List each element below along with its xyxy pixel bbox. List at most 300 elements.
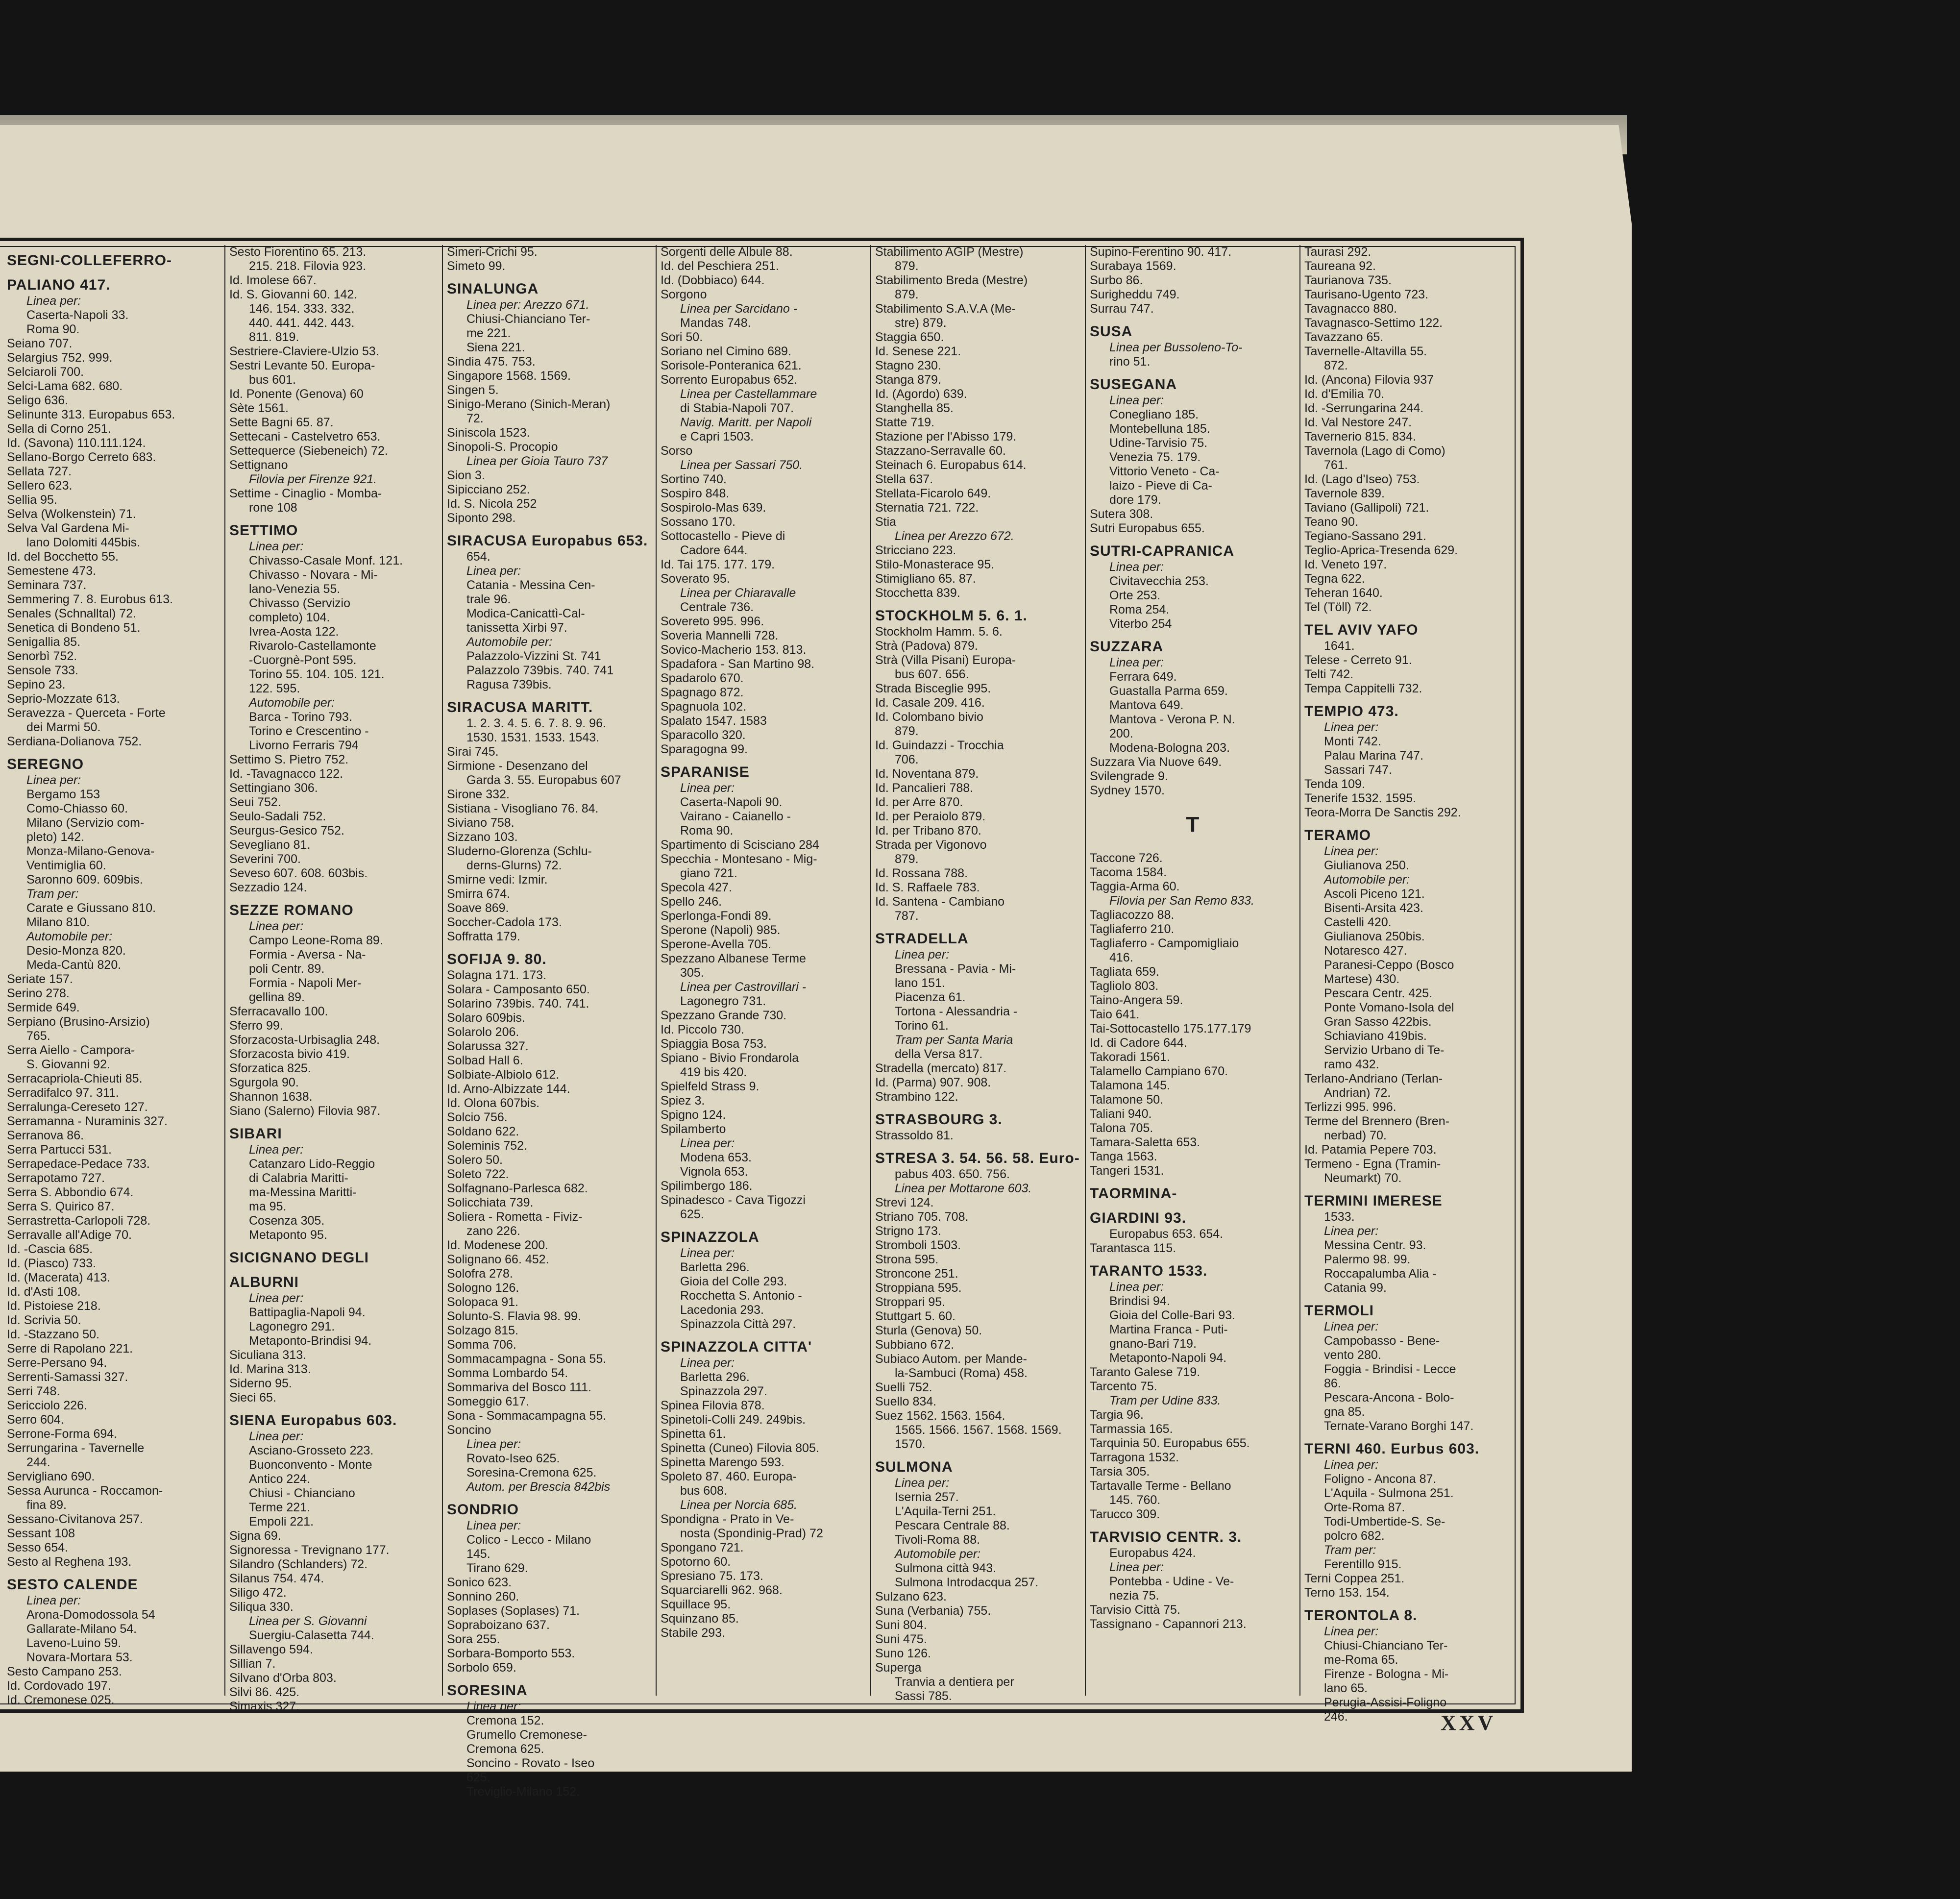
station-entry: Tarantasca 115. <box>1090 1241 1176 1255</box>
route-entry: Linea per: <box>249 1291 304 1305</box>
route-entry: 761. <box>1324 458 1348 472</box>
station-entry: Stockholm Hamm. 5. 6. <box>875 625 1003 639</box>
route-entry: me 221. <box>466 326 511 340</box>
route-entry: Automobile per: <box>895 1547 981 1561</box>
route-entry: Caserta-Napoli 33. <box>26 308 129 322</box>
station-heading: SETTIMO <box>229 522 298 539</box>
route-entry: Autom. per Brescia 842bis <box>466 1480 611 1494</box>
route-entry: Soresina-Cremona 625. <box>466 1466 597 1480</box>
route-entry: Chiusi-Chianciano Ter- <box>466 312 590 326</box>
page-number: XXV <box>1441 1711 1496 1735</box>
route-entry: Giulianova 250bis. <box>1324 930 1425 943</box>
station-entry: Stabile 293. <box>661 1626 726 1640</box>
station-entry: Sirmione - Desenzano del <box>447 759 588 773</box>
station-entry: Stabilimento S.A.V.A (Me- <box>875 302 1016 316</box>
station-entry: Sorrento Europabus 652. <box>661 373 798 387</box>
route-entry: Sassari 747. <box>1324 763 1392 777</box>
station-entry: Tavagnacco 880. <box>1304 302 1397 316</box>
station-entry: Stella 637. <box>875 472 933 486</box>
station-entry: Sella di Corno 251. <box>7 422 111 436</box>
route-entry: ramo 432. <box>1324 1058 1379 1071</box>
station-entry: Id. (Macerata) 413. <box>7 1271 111 1284</box>
route-entry: 879. <box>895 852 919 866</box>
route-entry: Notaresco 427. <box>1324 944 1407 958</box>
station-entry: Tartavalle Terme - Bellano <box>1090 1479 1231 1493</box>
route-entry: Linea per: <box>249 1430 304 1443</box>
station-entry: Id. Ponente (Genova) 60 <box>229 387 364 401</box>
section-letter: T <box>1186 813 1200 837</box>
station-entry: Id. Guindazzi - Trocchia <box>875 739 1004 752</box>
route-entry: Linea per Norcia 685. <box>680 1498 798 1512</box>
station-entry: Spiez 3. <box>661 1094 705 1108</box>
station-entry: Sesso 654. <box>7 1541 69 1554</box>
station-entry: Silvi 86. 425. <box>229 1685 300 1699</box>
station-entry: Sorgono <box>661 288 707 301</box>
station-heading: SIBARI <box>229 1126 282 1142</box>
station-entry: Sulzano 623. <box>875 1590 947 1603</box>
route-entry: lano 65. <box>1324 1681 1368 1695</box>
route-entry: fina 89. <box>26 1498 67 1512</box>
route-entry: Linea per: <box>26 294 81 308</box>
station-entry: Spiaggia Bosa 753. <box>661 1037 767 1051</box>
route-entry: Torino 55. 104. 105. 121. <box>249 667 385 681</box>
route-entry: trale 96. <box>466 592 511 606</box>
station-entry: Semmering 7. 8. Eurobus 613. <box>7 592 173 606</box>
route-entry: Catania - Messina Cen- <box>466 578 595 592</box>
route-entry: Viterbo 254 <box>1109 617 1172 631</box>
station-entry: Solignano 66. 452. <box>447 1253 549 1266</box>
station-entry: Solbad Hall 6. <box>447 1054 523 1067</box>
station-entry: Sopraboizano 637. <box>447 1618 550 1632</box>
station-entry: Selargius 752. 999. <box>7 351 113 365</box>
station-entry: Siliqua 330. <box>229 1600 294 1614</box>
route-entry: 145. <box>466 1547 490 1561</box>
station-entry: Stanghella 85. <box>875 401 954 415</box>
station-entry: Id. Arno-Albizzate 144. <box>447 1082 570 1096</box>
station-entry: Solofra 278. <box>447 1267 513 1281</box>
route-entry: 879. <box>895 288 919 301</box>
station-entry: Spinetta Marengo 593. <box>661 1455 784 1469</box>
route-entry: Roma 254. <box>1109 603 1170 617</box>
route-entry: Modena-Bologna 203. <box>1109 741 1230 755</box>
route-entry: Linea per: <box>1109 1280 1164 1294</box>
station-entry: Supino-Ferentino 90. 417. <box>1090 245 1232 259</box>
station-entry: Taurasi 292. <box>1304 245 1372 259</box>
route-entry: Linea per: <box>1324 1224 1379 1238</box>
route-entry: di Stabia-Napoli 707. <box>680 401 794 415</box>
station-entry: Shannon 1638. <box>229 1090 313 1104</box>
station-entry: Sovico-Macherio 153. 813. <box>661 643 807 657</box>
route-entry: Montebelluna 185. <box>1109 422 1210 436</box>
station-entry: Terme del Brennero (Bren- <box>1304 1114 1449 1128</box>
route-entry: dei Marmi 50. <box>26 720 101 734</box>
station-entry: Strada per Vigonovo <box>875 838 987 852</box>
station-entry: Id. per Peraiolo 879. <box>875 810 986 823</box>
station-entry: Sforzacosta-Urbisaglia 248. <box>229 1033 380 1047</box>
station-heading: SIRACUSA Europabus 653. <box>447 533 648 549</box>
station-entry: Id. (Lago d'Iseo) 753. <box>1304 472 1420 486</box>
station-entry: Sluderno-Glorenza (Schlu- <box>447 844 592 858</box>
station-entry: Teheran 1640. <box>1304 586 1383 600</box>
route-entry: Linea per Arezzo 672. <box>895 529 1014 543</box>
route-entry: Linea per: <box>1109 560 1164 574</box>
route-entry: Orte 253. <box>1109 589 1161 602</box>
station-entry: Tavernole 839. <box>1304 487 1385 500</box>
station-entry: Stazione per l'Abisso 179. <box>875 430 1017 444</box>
station-entry: Tarucco 309. <box>1090 1507 1160 1521</box>
route-entry: Automobile per: <box>249 696 335 710</box>
station-heading: TEMPIO 473. <box>1304 703 1399 719</box>
station-entry: Termeno - Egna (Tramin- <box>1304 1157 1441 1171</box>
route-entry: Messina Centr. 93. <box>1324 1238 1426 1252</box>
station-entry: Id. Rossana 788. <box>875 866 968 880</box>
route-entry: Tivoli-Roma 88. <box>895 1533 980 1547</box>
route-entry: 440. 441. 442. 443. <box>249 316 355 330</box>
station-entry: Statte 719. <box>875 416 934 429</box>
station-entry: Id. Marina 313. <box>229 1362 311 1376</box>
route-entry: gnano-Bari 719. <box>1109 1337 1197 1351</box>
station-entry: Stimigliano 65. 87. <box>875 572 976 586</box>
route-entry: Linea per: <box>1324 1625 1379 1638</box>
route-entry: Centrale 736. <box>680 600 754 614</box>
station-entry: Silandro (Schlanders) 72. <box>229 1557 368 1571</box>
route-entry: Tram per: <box>26 887 79 901</box>
station-entry: Sonnino 260. <box>447 1590 519 1603</box>
station-entry: Id. -Stazzano 50. <box>7 1328 100 1341</box>
station-entry: Sologno 126. <box>447 1281 519 1295</box>
station-entry: Id. di Cadore 644. <box>1090 1036 1187 1050</box>
route-entry: 625. <box>466 1771 490 1784</box>
station-entry: Spotorno 60. <box>661 1555 731 1569</box>
station-entry: Soave 869. <box>447 901 509 915</box>
index-column-5 <box>872 245 1084 1703</box>
route-entry: Battipaglia-Napoli 94. <box>249 1306 366 1319</box>
station-entry: Servigliano 690. <box>7 1470 95 1483</box>
station-entry: Solcio 756. <box>447 1110 508 1124</box>
station-entry: Tagliata 659. <box>1090 965 1159 979</box>
route-entry: Linea per: <box>466 1519 521 1532</box>
station-entry: Smirne vedi: Izmir. <box>447 873 548 887</box>
route-entry: Gioia del Colle-Bari 93. <box>1109 1308 1236 1322</box>
route-entry: Arona-Domodossola 54 <box>26 1608 155 1622</box>
station-entry: Tegiano-Sassano 291. <box>1304 529 1426 543</box>
station-entry: Serramanna - Nuraminis 327. <box>7 1114 168 1128</box>
route-entry: Cremona 152. <box>466 1714 544 1727</box>
station-entry: Stellata-Ficarolo 649. <box>875 487 991 500</box>
station-heading: SOFIJA 9. 80. <box>447 951 547 967</box>
station-entry: Sellero 623. <box>7 479 73 493</box>
route-entry: Desio-Monza 820. <box>26 944 126 958</box>
station-entry: Tai-Sottocastello 175.177.179 <box>1090 1022 1251 1036</box>
station-entry: Strambino 122. <box>875 1090 958 1104</box>
route-entry: Filovia per Firenze 921. <box>249 472 377 486</box>
station-entry: Surabaya 1569. <box>1090 259 1176 273</box>
station-entry: Somma Lombardo 54. <box>447 1366 568 1380</box>
route-entry: Palazzolo-Vizzini St. 741 <box>466 649 601 663</box>
station-heading: SONDRIO <box>447 1502 519 1518</box>
station-entry: Sommariva del Bosco 111. <box>447 1381 592 1394</box>
station-entry: Tel (Töll) 72. <box>1304 600 1372 614</box>
route-entry: Monza-Milano-Genova- <box>26 844 155 858</box>
route-entry: Cosenza 305. <box>249 1214 325 1228</box>
route-entry: Piacenza 61. <box>895 990 966 1004</box>
station-entry: Senorbì 752. <box>7 649 77 663</box>
station-entry: Sossano 170. <box>661 515 735 529</box>
station-entry: Serra S. Quirico 87. <box>7 1200 115 1213</box>
station-entry: Solbiate-Albiolo 612. <box>447 1068 560 1082</box>
column-divider <box>224 245 225 1696</box>
route-entry: L'Aquila - Sulmona 251. <box>1324 1486 1454 1500</box>
station-entry: Spalato 1547. 1583 <box>661 714 767 728</box>
station-entry: Taino-Angera 59. <box>1090 993 1183 1007</box>
station-heading: SORESINA <box>447 1682 528 1699</box>
station-entry: Seprio-Mozzate 613. <box>7 692 120 706</box>
route-entry: Lagonegro 291. <box>249 1320 335 1333</box>
route-entry: Vittorio Veneto - Ca- <box>1109 465 1220 478</box>
route-entry: 1641. <box>1324 639 1355 653</box>
station-entry: Tamara-Saletta 653. <box>1090 1135 1200 1149</box>
station-entry: Suelli 752. <box>875 1381 932 1394</box>
route-entry: Spinazzola Città 297. <box>680 1317 796 1331</box>
route-entry: 86. <box>1324 1377 1341 1390</box>
station-entry: Taureana 92. <box>1304 259 1376 273</box>
station-entry: Senales (Schnalltal) 72. <box>7 607 137 620</box>
route-entry: Caserta-Napoli 90. <box>680 795 783 809</box>
station-heading: GIARDINI 93. <box>1090 1210 1187 1226</box>
station-entry: Seligo 636. <box>7 394 69 407</box>
station-entry: Seurgus-Gesico 752. <box>229 824 344 838</box>
column-divider <box>442 245 443 1696</box>
route-entry: zano 226. <box>466 1224 520 1238</box>
station-entry: Strevi 124. <box>875 1196 934 1209</box>
route-entry: Metaponto-Napoli 94. <box>1109 1351 1227 1365</box>
station-entry: Seminara 737. <box>7 578 87 592</box>
route-entry: 1565. 1566. 1567. 1568. 1569. <box>895 1423 1062 1437</box>
station-entry: Selciaroli 700. <box>7 365 84 379</box>
route-entry: laizo - Pieve di Ca- <box>1109 479 1212 493</box>
station-entry: Solunto-S. Flavia 98. 99. <box>447 1309 581 1323</box>
station-entry: Takoradi 1561. <box>1090 1050 1171 1064</box>
station-entry: Surigheddu 749. <box>1090 288 1180 301</box>
station-entry: Suno 126. <box>875 1647 931 1660</box>
station-entry: Soldano 622. <box>447 1125 519 1138</box>
station-entry: Sorbara-Bomporto 553. <box>447 1647 575 1660</box>
route-entry: Cadore 644. <box>680 543 748 557</box>
station-entry: Spagnuola 102. <box>661 700 747 714</box>
station-entry: Sternatia 721. 722. <box>875 501 979 515</box>
station-entry: Siculiana 313. <box>229 1348 307 1362</box>
station-entry: Sonico 623. <box>447 1576 512 1589</box>
station-entry: Simeto 99. <box>447 259 506 273</box>
station-entry: Terni Coppea 251. <box>1304 1572 1405 1585</box>
station-entry: Taurisano-Ugento 723. <box>1304 288 1428 301</box>
station-entry: Stocchetta 839. <box>875 586 960 600</box>
station-entry: Soriano nel Cimino 689. <box>661 345 791 358</box>
station-entry: Sorgenti delle Albule 88. <box>661 245 793 259</box>
route-entry: Foligno - Ancona 87. <box>1324 1472 1437 1486</box>
station-entry: Steinach 6. Europabus 614. <box>875 458 1027 472</box>
station-entry: Sovereto 995. 996. <box>661 615 764 628</box>
route-entry: Tram per Santa Maria <box>895 1033 1013 1047</box>
station-entry: Suni 475. <box>875 1632 927 1646</box>
station-entry: Taio 641. <box>1090 1008 1140 1021</box>
station-entry: Sillavengo 594. <box>229 1643 313 1656</box>
station-entry: Tempa Cappitelli 732. <box>1304 682 1422 695</box>
station-entry: Id. (Piasco) 733. <box>7 1257 97 1270</box>
route-entry: Linea per: <box>249 919 304 933</box>
route-entry: Ventimiglia 60. <box>26 859 106 872</box>
route-entry: Isernia 257. <box>895 1490 959 1504</box>
station-heading: TERONTOLA 8. <box>1304 1607 1418 1624</box>
station-entry: Serino 278. <box>7 986 70 1000</box>
station-entry: Sottocastello - Pieve di <box>661 529 785 543</box>
route-entry: Tram per Udine 833. <box>1109 1394 1221 1407</box>
station-entry: Sparacollo 320. <box>661 728 746 742</box>
route-entry: pleto) 142. <box>26 830 85 844</box>
route-entry: bus 601. <box>249 373 296 387</box>
route-entry: Tranvia a dentiera per <box>895 1675 1014 1689</box>
station-entry: Spezzano Grande 730. <box>661 1009 787 1022</box>
route-entry: Linea per: <box>1109 394 1164 407</box>
station-heading: SPINAZZOLA CITTA' <box>661 1339 812 1355</box>
station-heading: SEGNI-COLLEFERRO- <box>7 252 172 269</box>
route-entry: nerbad) 70. <box>1324 1129 1387 1142</box>
station-entry: Id. (Agordo) 639. <box>875 387 967 401</box>
station-entry: Sistiana - Visogliano 76. 84. <box>447 802 599 815</box>
station-entry: Sutri Europabus 655. <box>1090 521 1205 535</box>
station-entry: Serrungarina - Tavernelle <box>7 1441 145 1455</box>
route-entry: gna 85. <box>1324 1405 1365 1419</box>
route-entry: Linea per Chiaravalle <box>680 586 796 600</box>
station-entry: Id. d'Emilia 70. <box>1304 387 1385 401</box>
station-entry: Id. del Bocchetto 55. <box>7 550 119 564</box>
route-entry: Monti 742. <box>1324 735 1381 748</box>
route-entry: Cremona 625. <box>466 1742 544 1756</box>
station-entry: Sesto Campano 253. <box>7 1665 122 1678</box>
station-entry: Stradella (mercato) 817. <box>875 1061 1007 1075</box>
route-entry: Chiusi - Chianciano <box>249 1486 355 1500</box>
station-heading: TARVISIO CENTR. 3. <box>1090 1529 1242 1545</box>
route-entry: 1533. <box>1324 1210 1355 1224</box>
station-heading: SIRACUSA MARITT. <box>447 699 593 715</box>
station-entry: Id. Veneto 197. <box>1304 558 1387 571</box>
station-entry: Sperone-Avella 705. <box>661 937 772 951</box>
station-entry: Soccher-Cadola 173. <box>447 915 562 929</box>
station-entry: Id. Tai 175. 177. 179. <box>661 558 775 571</box>
station-entry: Id. d'Asti 108. <box>7 1285 81 1299</box>
route-entry: poli Centr. 89. <box>249 962 325 976</box>
station-entry: Stroppiana 595. <box>875 1281 962 1295</box>
station-entry: Id. Olona 607bis. <box>447 1096 540 1110</box>
station-entry: Tagliolo 803. <box>1090 979 1159 993</box>
station-entry: Siviano 758. <box>447 816 514 830</box>
station-entry: Tarmassia 165. <box>1090 1422 1173 1436</box>
station-entry: Sparagogna 99. <box>661 742 748 756</box>
station-entry: Id. per Tribano 870. <box>875 824 981 838</box>
route-entry: Chivasso (Servizio <box>249 596 351 610</box>
route-entry: vento 280. <box>1324 1348 1381 1362</box>
station-entry: Id. (Parma) 907. 908. <box>875 1076 991 1089</box>
route-entry: Novara-Mortara 53. <box>26 1651 133 1664</box>
station-heading: SINALUNGA <box>447 281 539 297</box>
route-entry: Linea per: <box>680 1246 735 1260</box>
station-entry: Stroppari 95. <box>875 1295 946 1309</box>
station-entry: Specola 427. <box>661 881 732 894</box>
station-entry: Sesto al Reghena 193. <box>7 1555 132 1569</box>
station-entry: Sgurgola 90. <box>229 1076 299 1089</box>
station-entry: Sericciolo 226. <box>7 1399 87 1412</box>
station-entry: Stia <box>875 515 897 529</box>
route-entry: Barletta 296. <box>680 1370 750 1384</box>
station-entry: Sirone 332. <box>447 788 510 801</box>
route-entry: Martina Franca - Puti- <box>1109 1323 1228 1336</box>
station-entry: Spigno 124. <box>661 1108 726 1122</box>
route-entry: Servizio Urbano di Te- <box>1324 1043 1445 1057</box>
route-entry: Buonconvento - Monte <box>249 1458 372 1472</box>
index-column-4 <box>658 245 869 1696</box>
station-entry: Spezzano Albanese Terme <box>661 952 806 965</box>
station-entry: Sezzadio 124. <box>229 881 307 894</box>
route-entry: Navig. Maritt. per Napoli <box>680 416 812 429</box>
station-heading: SULMONA <box>875 1459 953 1475</box>
station-entry: Talamone 50. <box>1090 1093 1164 1107</box>
station-heading: PALIANO 417. <box>7 277 111 293</box>
route-entry: Ferrara 649. <box>1109 670 1177 684</box>
route-entry: Catanzaro Lido-Reggio <box>249 1157 375 1171</box>
station-entry: Semestene 473. <box>7 564 97 578</box>
station-entry: Selva (Wolkenstein) 71. <box>7 507 136 521</box>
station-entry: Serracapriola-Chieuti 85. <box>7 1072 143 1085</box>
station-entry: Sette Bagni 65. 87. <box>229 416 334 429</box>
route-entry: Orte-Roma 87. <box>1324 1501 1405 1514</box>
station-entry: Terno 153. 154. <box>1304 1586 1390 1600</box>
route-entry: -Cuorgnè-Pont 595. <box>249 653 357 667</box>
station-entry: Sinigo-Merano (Sinich-Meran) <box>447 397 611 411</box>
route-entry: Automobile per: <box>466 635 553 649</box>
station-entry: Taviano (Gallipoli) 721. <box>1304 501 1429 515</box>
route-entry: 765. <box>26 1029 50 1043</box>
station-entry: Seravezza - Querceta - Forte <box>7 706 166 720</box>
route-entry: Gran Sasso 422bis. <box>1324 1015 1432 1029</box>
station-entry: Subbiano 672. <box>875 1338 955 1352</box>
station-heading: TERMOLI <box>1304 1303 1374 1319</box>
route-entry: Treviglio-Milano 152. <box>466 1785 580 1799</box>
station-entry: Singapore 1568. 1569. <box>447 369 571 383</box>
route-entry: Linea per Mottarone 603. <box>895 1182 1032 1195</box>
route-entry: Metaponto-Brindisi 94. <box>249 1334 372 1348</box>
station-entry: Spello 246. <box>661 895 722 909</box>
station-entry: Telti 742. <box>1304 667 1354 681</box>
station-entry: Sestri Levante 50. Europa- <box>229 359 375 372</box>
station-entry: Sizzano 103. <box>447 830 518 844</box>
station-heading: SIENA Europabus 603. <box>229 1412 397 1429</box>
route-entry: Linea per: <box>1109 656 1164 669</box>
station-entry: Spadafora - San Martino 98. <box>661 657 815 671</box>
station-heading: TERAMO <box>1304 827 1371 843</box>
route-entry: Perugia-Assisi-Foligno <box>1324 1696 1447 1709</box>
station-entry: Simaxis 327. <box>229 1700 300 1713</box>
station-entry: Id. Modenese 200. <box>447 1238 549 1252</box>
station-entry: Surrau 747. <box>1090 302 1154 316</box>
route-entry: Roma 90. <box>26 322 80 336</box>
route-entry: Torino 61. <box>895 1019 949 1033</box>
station-entry: Sindia 475. 753. <box>447 355 536 369</box>
station-entry: Singen 5. <box>447 383 499 397</box>
station-entry: Id. per Arre 870. <box>875 795 963 809</box>
station-entry: Selinunte 313. Europabus 653. <box>7 408 175 421</box>
station-entry: Soveria Mannelli 728. <box>661 629 779 642</box>
station-entry: Suna (Verbania) 755. <box>875 1604 991 1618</box>
